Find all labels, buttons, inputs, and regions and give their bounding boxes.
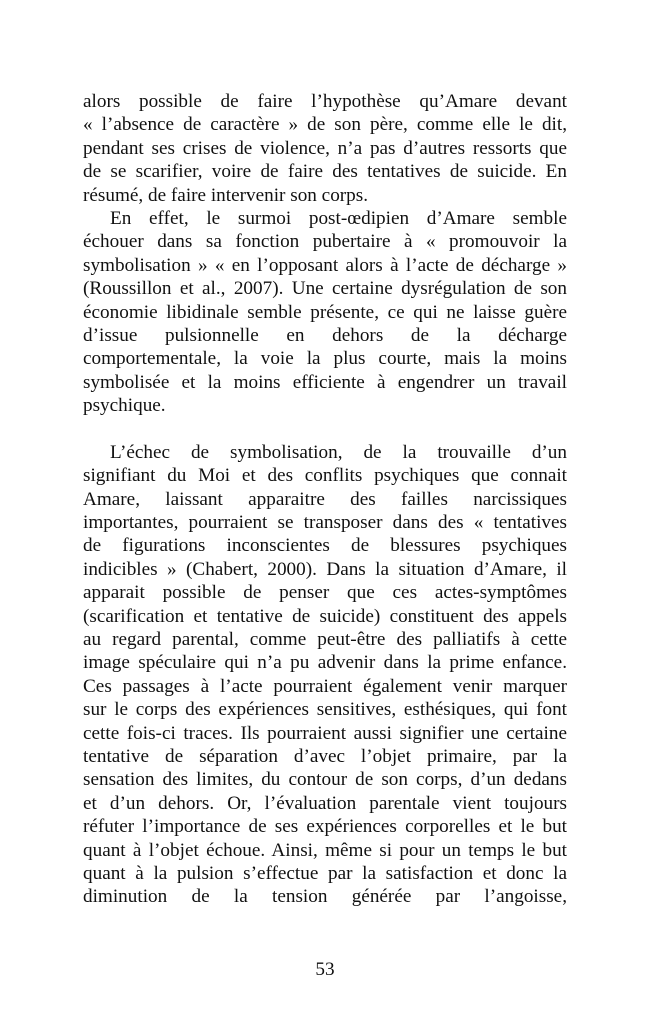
text-line: au regard parental, comme peut-être des palliatifs à cette [83,628,567,650]
text-line: réfuter l’importance de ses expériences corporelles et le but [83,816,567,838]
text-line: signifiant du Moi et des conflits psychiques que connait [83,465,567,487]
text-line: et d’un dehors. Or, l’évaluation parentale vient toujours [83,792,567,814]
text-line: quant à la pulsion s’effectue par la satisfaction et donc la [83,862,567,884]
text-line: psychique. [83,395,166,417]
text-line: tentative de séparation d’avec l’objet primaire, par la [83,745,567,767]
text-line: d’issue pulsionnelle en dehors de la décharge [83,324,567,346]
text-line: symbolisée et la moins efficiente à engendrer un travail [83,371,567,393]
page-number: 53 [315,959,335,980]
paragraph-1 [83,90,567,207]
page-body [83,90,567,909]
text-line: résumé, de faire intervenir son corps. [83,184,369,206]
text-line: En effet, le surmoi post-œdipien d’Amare semble [110,207,567,229]
text-line: indicibles » (Chabert, 2000). Dans la situation d’Amare, il [83,558,567,580]
text-line: Amare, laissant apparaitre des failles narcissiques [83,488,567,510]
text-line: de se scarifier, voire de faire des tentatives de suicide. En [83,161,567,183]
text-line: importantes, pourraient se transposer dans des « tentatives [83,512,567,534]
paragraph-2 [83,207,567,418]
paragraph-spacer [83,417,567,440]
text-line: apparait possible de penser que ces actes-symptômes [83,582,567,604]
text-line: comportementale, la voie la plus courte, mais la moins [83,348,567,370]
paragraph-3 [83,441,567,909]
text-line: symbolisation » « en l’opposant alors à l’acte de décharge » [83,254,567,276]
text-line: cette fois-ci traces. Ils pourraient aussi signifier une certaine [83,722,567,744]
text-line: image spéculaire qui n’a pu advenir dans la prime enfance. [83,652,567,674]
text-line: sensation des limites, du contour de son corps, d’un dedans [83,769,567,791]
text-line: échouer dans sa fonction pubertaire à « promouvoir la [83,231,567,253]
text-line: « l’absence de caractère » de son père, comme elle le dit, [83,114,567,136]
text-line: (Roussillon et al., 2007). Une certaine dysrégulation de son [83,278,567,300]
text-line: (scarification et tentative de suicide) constituent des appels [83,605,567,627]
text-line: économie libidinale semble présente, ce qui ne laisse guère [83,301,567,323]
text-line: alors possible de faire l’hypothèse qu’Amare devant [83,91,567,112]
text-line: sur le corps des expériences sensitives, esthésiques, qui font [83,699,567,721]
text-line: pendant ses crises de violence, n’a pas d’autres ressorts que [83,137,567,159]
text-line: de figurations inconscientes de blessures psychiques [83,535,567,557]
text-line: quant à l’objet échoue. Ainsi, même si pour un temps le but [83,839,567,861]
text-line: diminution de la tension générée par l’angoisse, [83,886,567,908]
text-line: L’échec de symbolisation, de la trouvaille d’un [110,441,567,463]
text-line: Ces passages à l’acte pourraient également venir marquer [83,675,567,697]
